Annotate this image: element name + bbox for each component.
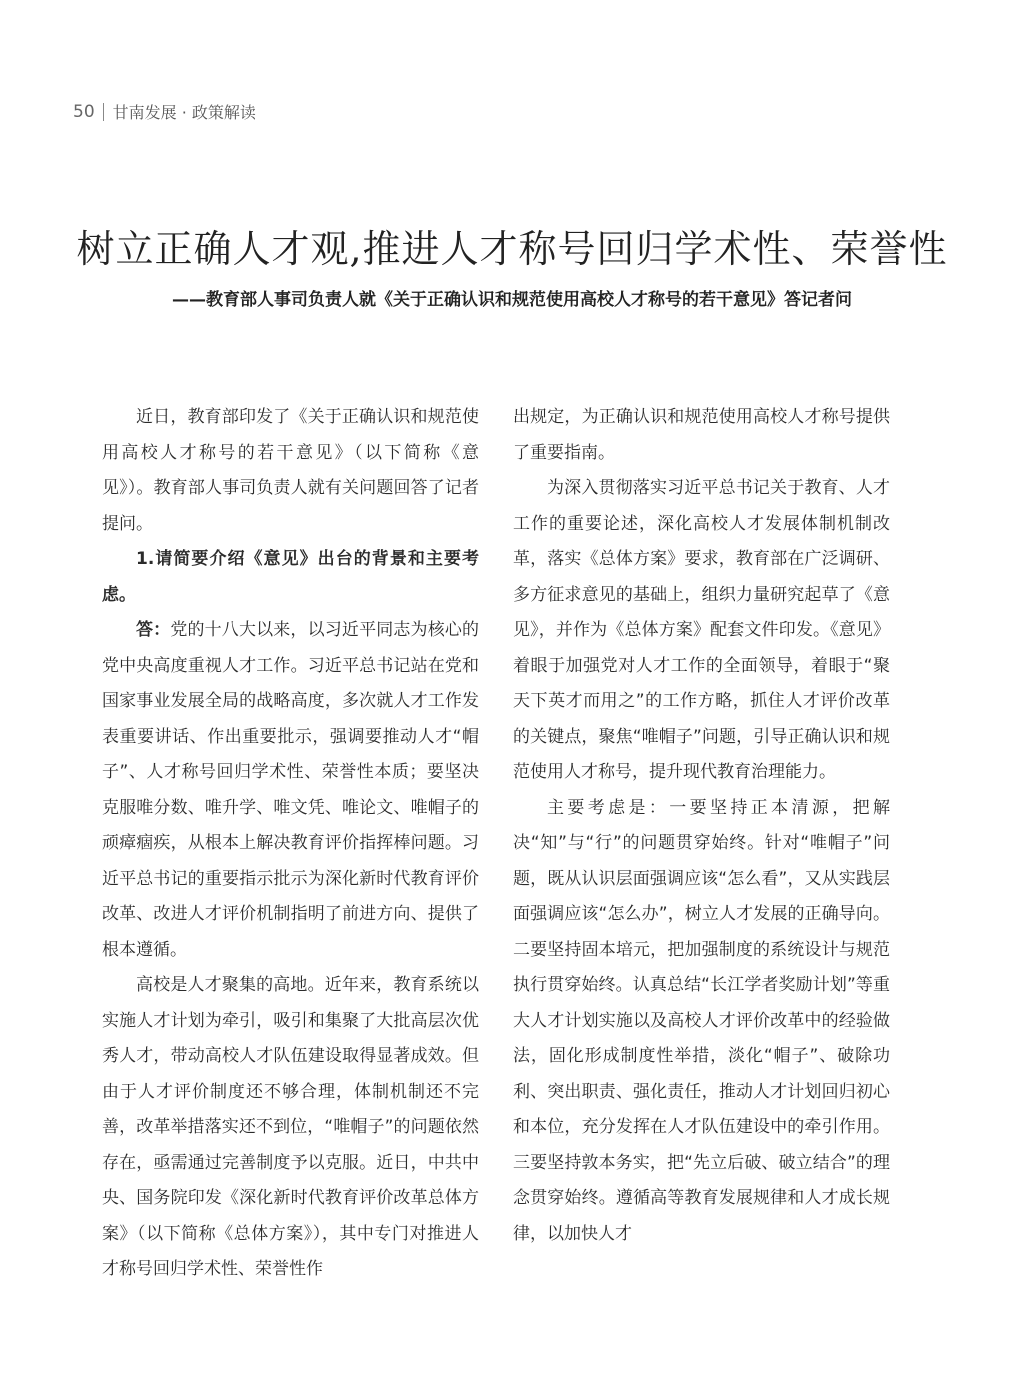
continued-paragraph: 出规定，为正确认识和规范使用高校人才称号提供了重要指南。 [513, 407, 890, 463]
page-number: 50 [73, 101, 95, 122]
intro-paragraph: 近日，教育部印发了《关于正确认识和规范使用高校人才称号的若干意见》（以下简称《意见》）。教育部人事司负责人就有关问题回答了记者提问。 [102, 407, 479, 534]
body-paragraph: 高校是人才聚集的高地。近年来，教育系统以实施人才计划为牵引，吸引和集聚了大批高层次优秀人才，带动高校人才队伍建设取得显著成效。但由于人才评价制度还不够合理，体制机制还不完善，改革举措落实还不到位，“唯帽子”的问题依然存在，亟需通过完善制度予以克服。近日，中共中央、国务院印发《深化新时代教育评价改革总体方案》（以下简称《总体方案》），其中专门对推进人才称号回归学术性、荣誉性作 [102, 975, 479, 1279]
body-paragraph: 主要考虑是：一要坚持正本清源，把解决“知”与“行”的问题贯穿始终。针对“唯帽子”问题，既从认识层面强调应该“怎么看”，又从实践层面强调应该“怎么办”，树立人才发展的正确导向。二要坚持固本培元，把加强制度的系统设计与规范执行贯穿始终。认真总结“长江学者奖励计划”等重大人才计划实施以及高校人才评价改革中的经验做法，固化形成制度性举措，淡化“帽子”、破除功利、突出职责、强化责任，推动人才计划回归初心和本位，充分发挥在人才队伍建设中的牵引作用。三要坚持敦本务实，把“先立后破、破立结合”的理念贯穿始终。遵循高等教育发展规律和人才成长规律，以加快人才 [513, 797, 890, 1244]
body-paragraph: 为深入贯彻落实习近平总书记关于教育、人才工作的重要论述，深化高校人才发展体制机制改革，落实《总体方案》要求，教育部在广泛调研、多方征求意见的基础上，组织力量研究起草了《意见》，并作为《总体方案》配套文件印发。《意见》着眼于加强党对人才工作的全面领导，着眼于“聚天下英才而用之”的工作方略，抓住人才评价改革的关键点，聚焦“唯帽子”问题，引导正确认识和规范使用人才称号，提升现代教育治理能力。 [513, 478, 890, 782]
running-header [73, 100, 256, 123]
right-column [513, 400, 890, 1252]
question-heading: 1.请简要介绍《意见》出台的背景和主要考虑。 [102, 549, 479, 605]
answer-text: 党的十八大以来，以习近平同志为核心的党中央高度重视人才工作。习近平总书记站在党和国家事业发展全局的战略高度，多次就人才工作发表重要讲话、作出重要批示，强调要推动人才“帽子”、人才称号回归学术性、荣誉性本质；要坚决克服唯分数、唯升学、唯文凭、唯论文、唯帽子的顽瘴痼疾，从根本上解决教育评价指挥棒问题。习近平总书记的重要指示批示为深化新时代教育评价改革、改进人才评价机制指明了前进方向、提供了根本遵循。 [102, 620, 480, 960]
left-column [102, 400, 479, 1288]
article-title: 树立正确人才观,推进人才称号回归学术性、荣誉性 [76, 227, 948, 271]
section-label: 甘南发展 · 政策解读 [112, 103, 256, 122]
article-subtitle: ——教育部人事司负责人就《关于正确认识和规范使用高校人才称号的若干意见》答记者问 [172, 290, 852, 310]
answer-paragraph [102, 613, 479, 968]
answer-lead: 答： [136, 620, 171, 640]
header-divider [103, 103, 104, 121]
